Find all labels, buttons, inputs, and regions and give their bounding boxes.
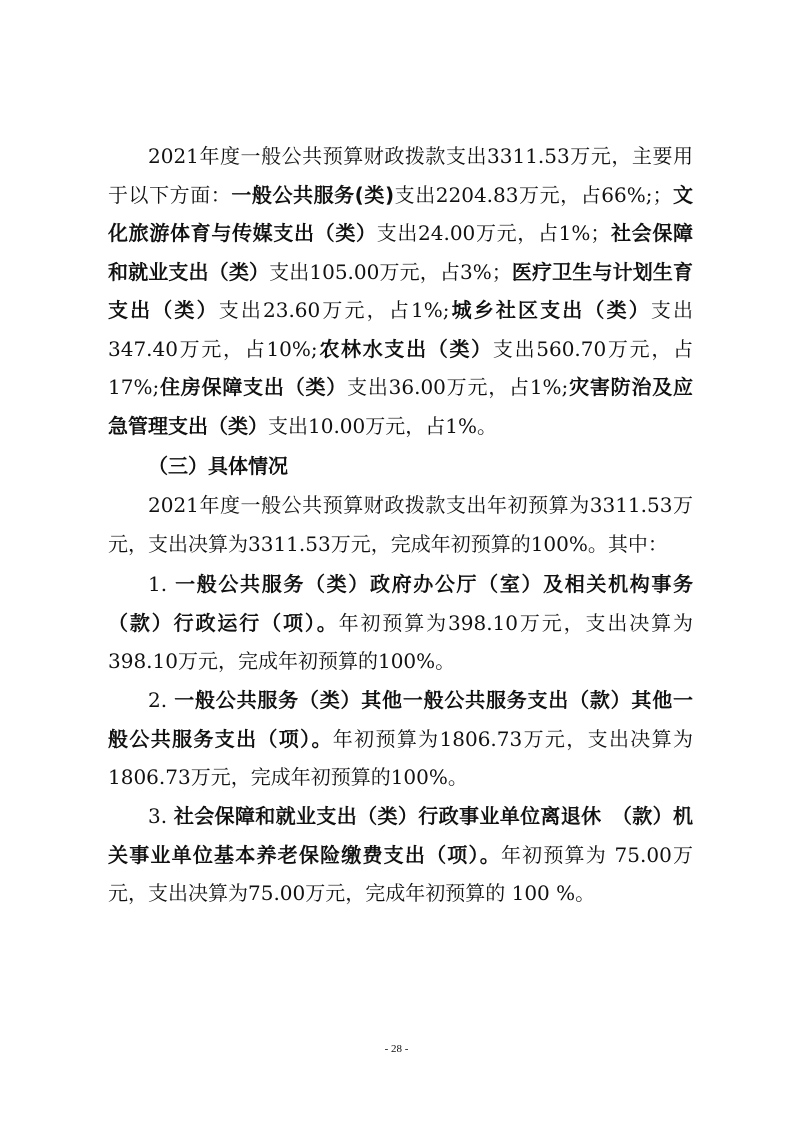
item-number: 3. xyxy=(148,804,168,828)
summary-text: 支出105.00万元，占3%； xyxy=(269,259,512,284)
summary-text: 支出36.00万元，占1%; xyxy=(347,375,569,399)
item-number: 2. xyxy=(148,688,168,712)
summary-text: 支出347.40万元，占10%; xyxy=(108,298,694,361)
category-culture-tourism: 文化旅游体育与传媒支出（类） xyxy=(108,182,694,245)
category-general-public-services: 一般公共服务(类) xyxy=(231,182,395,207)
item-title: 社会保障和就业支出（类）行政事业单位离退休 （款）机关事业单位基本养老保险缴费支出（项）。 xyxy=(108,804,694,867)
category-social-security: 社会保障和就业支出（类） xyxy=(108,221,694,284)
page-number: - 28 - xyxy=(384,1043,409,1055)
list-item-3 xyxy=(108,797,693,913)
summary-text: 支出23.60万元，占1%; xyxy=(218,298,450,322)
summary-text: 支出560.70万元，占17%; xyxy=(108,336,694,399)
summary-text: 支出24.00万元，占1%； xyxy=(376,221,611,245)
summary-text: 支出2204.83万元，占66%;； xyxy=(394,182,673,207)
paragraph-expenditure-summary xyxy=(108,137,693,445)
item-text: 年初预算为 75.00万元，支出决算为75.00万元，完成年初预算的 100 %。 xyxy=(108,842,693,905)
item-text: 年初预算为398.10万元，支出决算为398.10万元，完成年初预算的100%。 xyxy=(108,610,694,673)
section-heading: （三）具体情况 xyxy=(148,454,288,478)
item-title: 一般公共服务（类）其他一般公共服务支出（款）其他一般公共服务支出（项）。 xyxy=(108,688,693,751)
item-number: 1. xyxy=(148,572,168,596)
list-item-1 xyxy=(108,565,693,681)
list-item-2 xyxy=(108,681,693,797)
category-health: 医疗卫生与计划生育支出（类） xyxy=(108,259,693,322)
category-agriculture: 农林水支出（类） xyxy=(317,336,493,361)
category-housing: 住房保障支出（类） xyxy=(159,375,348,399)
summary-text: 支出10.00万元，占1%。 xyxy=(268,413,497,438)
item-text: 年初预算为1806.73万元，支出决算为1806.73万元，完成年初预算的100%。 xyxy=(108,726,693,789)
paragraph-budget-overview: 2021年度一般公共预算财政拨款支出年初预算为3311.53万元，支出决算为3311.53万元，完成年初预算的100%。其中： xyxy=(108,493,693,556)
item-title: 一般公共服务（类）政府办公厅（室）及相关机构事务（款）行政运行（项）。 xyxy=(108,572,694,635)
summary-text: 2021年度一般公共预算财政拨款支出3311.53万元，主要用于以下方面： xyxy=(108,144,693,207)
category-disaster-prevention: 灾害防治及应急管理支出（类） xyxy=(108,375,694,438)
category-urban-rural: 城乡社区支出（类） xyxy=(449,298,651,322)
